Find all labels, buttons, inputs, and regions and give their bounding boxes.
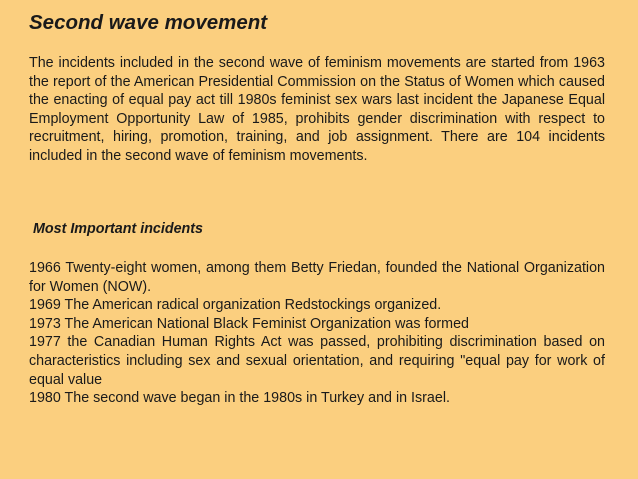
incident-item: 1973 The American National Black Feminist Organization was formed (29, 315, 469, 332)
incident-item: 1966 Twenty-eight women, among them Betty Friedan, founded the National Organization for Women (NOW). (29, 260, 605, 295)
subheading: Most Important incidents (33, 221, 203, 237)
intro-paragraph: The incidents included in the second wave of feminism movements are started from 1963 the report of the American Presidential Commission on the Status of Women which caused the enacting of equal pay act till 1980s feminist sex wars last incident the Japanese Equal Employment Opportunity Law of 1985, prohibits gender discrimination with respect to recruitment, hiring, promotion, training, and job assignment. There are 104 incidents included in the second wave of feminism movements. (29, 55, 605, 164)
incident-list (29, 259, 605, 408)
slide-title: Second wave movement (29, 11, 268, 34)
incident-item: 1980 The second wave began in the 1980s in Turkey and in Israel. (29, 390, 450, 407)
incident-item: 1977 the Canadian Human Rights Act was passed, prohibiting discrimination based on characteristics including sex and sexual orientation, and requiring "equal pay for work of equal value (29, 334, 605, 388)
incident-item: 1969 The American radical organization Redstockings organized. (29, 297, 442, 314)
